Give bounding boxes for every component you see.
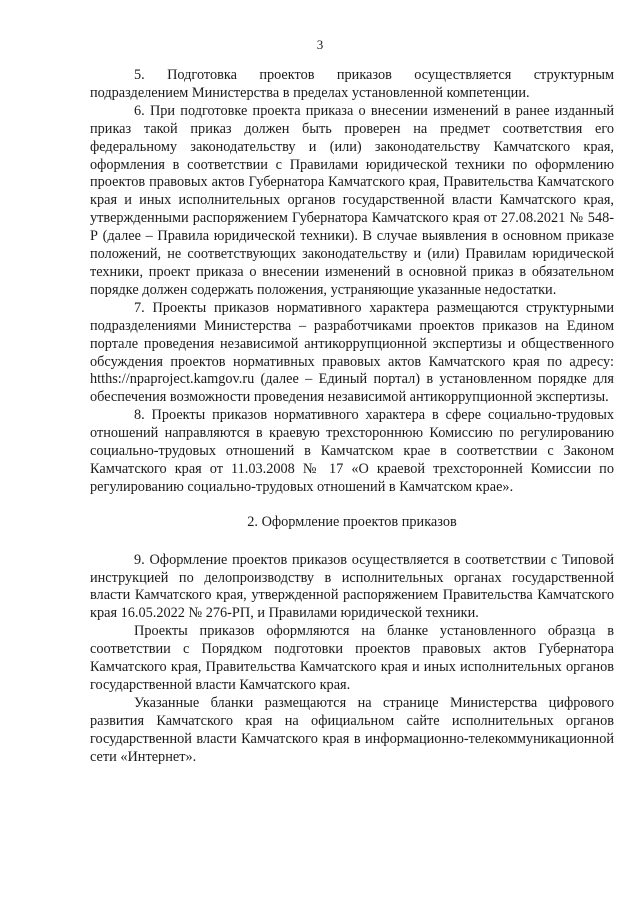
paragraph-9-placement: Указанные бланки размещаются на странице Министерства цифрового развития Камчатского края на официальном сайте исполнительных органов государственной власти Камчатского края в информационно-телекоммуникационной сети «Интернет». [90,694,614,765]
paragraph-6: 6. При подготовке проекта приказа о внесении изменений в ранее изданный приказ такой приказ должен быть проверен на предмет соответствия его федеральному законодательству и (или) законодательству Камчатского края, оформления в соответствии с Правилами юридической техники по оформлению проектов правовых актов Губернатора Камчатского края, Правительства Камчатского края и иных исполнительных органов государственной власти Камчатского края, утвержденными распоряжением Губернатора Камчатского края от 27.08.2021 № 548-Р (далее – Правила юридической техники). В случае выявления в основном приказе положений, не соответствующих законодательству и (или) Правилам юридической техники, проект приказа о внесении изменений в основной приказ в обязательном порядке должен содержать положения, устраняющие указанные недостатки. [90,102,614,298]
paragraph-5: 5. Подготовка проектов приказов осуществляется структурным подразделением Министерства в пределах установленной компетенции. [90,67,614,101]
paragraph-7: 7. Проекты приказов нормативного характера размещаются структурными подразделениями Министерства – разработчиками проектов приказов на Едином портале проведения независимой антикоррупционной экспертизы и общественного обсуждения проектов нормативных правовых актов Камчатского края по адресу: htths://npaproject.kamgov.ru (далее – Единый портал) в установленном порядке для обеспечения возможности проведения независимой антикоррупционной экспертизы. [90,299,614,406]
document-body [90,67,614,767]
section-heading: 2. Оформление проектов приказов [247,513,457,530]
paragraph-9: 9. Оформление проектов приказов осуществляется в соответствии с Типовой инструкцией по делопроизводству в исполнительных органах государственной власти Камчатского края, утвержденной распоряжением Правительства Камчатского края 16.05.2022 № 276-РП, и Правилами юридической техники. [90,551,614,622]
page-number: 3 [316,37,324,52]
paragraph-8: 8. Проекты приказов нормативного характера в сфере социально-трудовых отношений направляются в краевую трехстороннюю Комиссию по регулированию социально-трудовых отношений в Камчатском крае в соответствии с Законом Камчатского края от 11.03.2008 № 17 «О краевой трехсторонней Комиссии по регулированию социально-трудовых отношений в Камчатском крае». [90,407,614,495]
paragraph-9-blanks: Проекты приказов оформляются на бланке установленного образца в соответствии с Порядком подготовки проектов правовых актов Губернатора Камчатского края, Правительства Камчатского края и иных исполнительных органов государственной власти Камчатского края. [90,623,614,693]
